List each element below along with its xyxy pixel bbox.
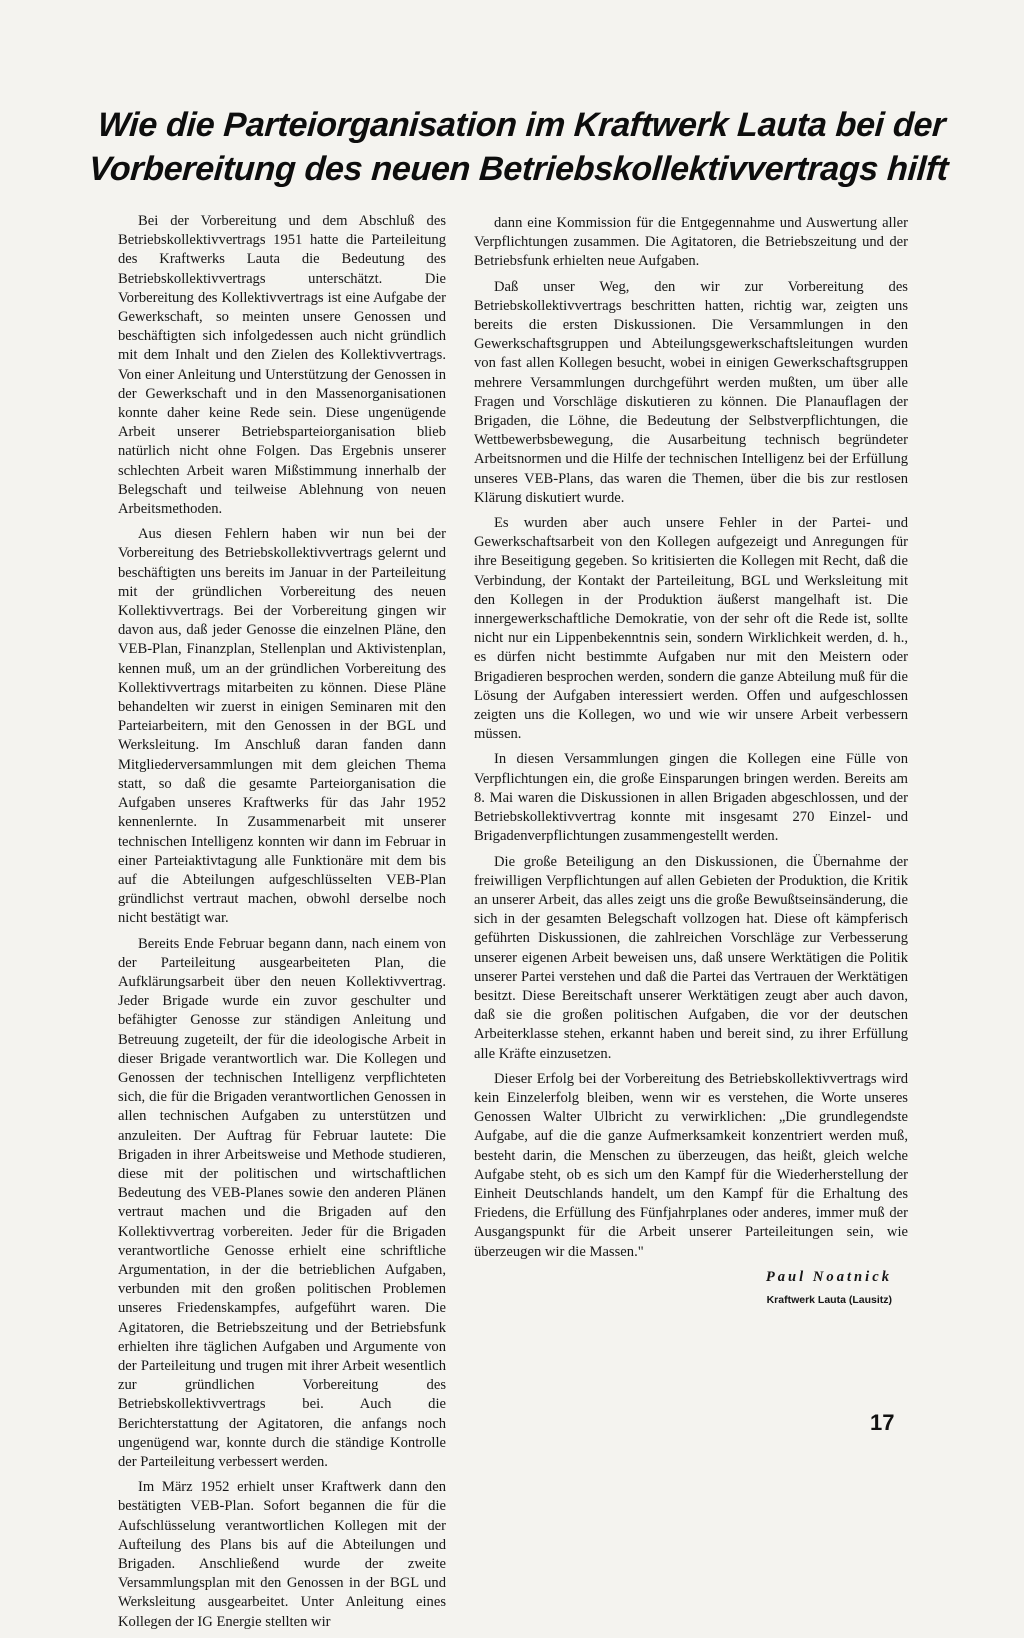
left-column: [118, 212, 446, 1638]
paragraph: In diesen Versammlungen gingen die Kollegen eine Fülle von Verpflichtungen ein, die große Einsparungen bringen werden. Bereits am 8. Mai waren die Diskussionen in allen Brigaden abgeschlossen, und der Betriebskollektivvertrag konnte mit insgesamt 270 Einzel- und Brigadenverpflichtungen zusammengestellt werden.: [474, 751, 908, 845]
author-signature: [474, 1268, 908, 1310]
paragraph: Aus diesen Fehlern haben wir nun bei der Vorbereitung des Betriebskollektivvertrags gelernt und beschäftigten uns bereits im Januar in der Parteileitung mit der gründlichen Vorbereitung des neuen Kollektivvertrags. Bei der Vorbereitung gingen wir davon aus, daß jeder Genosse die einzelnen Pläne, den VEB-Plan, Finanzplan, Stellenplan und Aktivistenplan, kennen muß, um an der gründlichen Vorbereitung des Kollektivvertrags mitarbeiten zu können. Diese Pläne behandelten wir zuerst in einigen Seminaren mit den Parteiarbeitern, mit den Genossen in der BGL und Werksleitung. Im Anschluß daran fanden dann Mitgliederversammlungen mit dem gleichen Thema statt, so daß die gesamte Parteiorganisation die Aufgaben unseres Kraftwerks für das Jahr 1952 kennenlernte. In Zusammenarbeit mit unserer technischen Intelligenz konnten wir dann im Februar in einer Parteiaktivtagung alle Funktionäre mit dem bis auf die Abteilungen aufgeschlüsselten VEB-Plan gründlichst vertraut machen, obwohl derselbe noch nicht bestätigt war.: [118, 526, 446, 927]
author-name: Paul Noatnick: [765, 1268, 892, 1285]
paragraph: Daß unser Weg, den wir zur Vorbereitung des Betriebskollektivvertrags beschritten hatten, richtig war, zeigten uns bereits die ersten Diskussionen. Die Versammlungen in den Gewerkschaftsgruppen und Abteilungsgewerkschaftsleitungen wurden von fast allen Kollegen besucht, wobei in einigen Gewerkschaftsgruppen mehrere Versammlungen durchgeführt werden mußten, um über alle Fragen und Vorschläge diskutieren zu können. Die Planauflagen der Brigaden, die Löhne, die Bedeutung der Selbstverpflichtungen, die Wettbewerbsbewegung, die Ausarbeitung technisch begründeter Arbeitsnormen und die Hilfe der technischen Intelligenz bei der Erfüllung unseres VEB-Plans, das waren die Themen, über die bis zur restlosen Klärung diskutiert wurde.: [474, 278, 908, 506]
right-column: [474, 214, 908, 1310]
author-affiliation: Kraftwerk Lauta (Lausitz): [766, 1293, 892, 1306]
headline-line-1: Wie die Parteiorganisation im Kraftwerk Lauta bei der: [96, 106, 947, 144]
paragraph: Dieser Erfolg bei der Vorbereitung des Betriebskollektivvertrags wird kein Einzelerfolg bleiben, wenn wir es verstehen, die Worte unseres Genossen Walter Ulbricht zu verwirklichen: „Die grundlegendste Aufgabe, auf die die ganze Aufmerksamkeit konzentriert werden muß, besteht darin, die Menschen zu überzeugen, das heißt, gleich welche Aufgabe steht, ob es sich um den Kampf für die Wiederherstellung der Einheit Deutschlands handelt, um den Kampf für die Erhaltung des Friedens, die Erfüllung des Fünfjahrplanes oder anderes, immer muß der Ausgangspunkt für die Arbeit unserer Parteileitungen sein, wie überzeugen wir die Massen.": [474, 1070, 908, 1260]
paragraph: Im März 1952 erhielt unser Kraftwerk dann den bestätigten VEB-Plan. Sofort begannen die für die Aufschlüsselung verantwortlichen Kollegen mit der Aufteilung des Plans bis auf die Abteilungen und Brigaden. Anschließend wurde der zweite Versammlungsplan mit den Genossen in der BGL und Werksleitung ausgearbeitet. Unter Anleitung eines Kollegen der IG Energie stellten wir: [118, 1479, 446, 1630]
page-number: 17: [870, 1410, 895, 1435]
paragraph: Es wurden aber auch unsere Fehler in der Partei- und Gewerkschaftsarbeit von den Kollegen aufgezeigt und Anregungen für ihre Beseitigung gegeben. So kritisierten die Kollegen mit Recht, daß die Verbindung, der Kontakt der Parteileitung, BGL und Werksleitung mit den Kollegen in der Produktion äußerst mangelhaft ist. Die innergewerkschaftliche Demokratie, von der sehr oft die Rede ist, sollte nicht nur ein Lippenbekenntnis sein, sondern Wirklichkeit werden, d. h., es dürfen nicht bestimmte Aufgaben nur mit den Meistern oder Brigadieren besprochen werden, sondern die ganze Abteilung muß für die Lösung der Aufgaben interessiert werden. Offen und aufgeschlossen zeigten uns die Kollegen, wo und wie wir unsere Arbeit verbessern müssen.: [474, 515, 908, 743]
article-headline: [57, 103, 983, 191]
paragraph: Die große Beteiligung an den Diskussionen, die Übernahme der freiwilligen Verpflichtungen auf allen Gebieten der Produktion, die Kritik an unserer Arbeit, das alles zeigt uns die große Bewußtseinsänderung, die sich in der gesamten Belegschaft vollzogen hat. Diese oft kämpferisch geführten Diskussionen, die zahlreichen Vorschläge zur Verbesserung unserer eigenen Arbeit beweisen uns, daß unsere Werktätigen die Politik unserer Partei verstehen und daß die Partei das Vertrauen der Werktätigen besitzt. Diese Bereitschaft unserer Werktätigen zeugt aber auch davon, daß sie die großen politischen Aufgaben, die vor der deutschen Arbeiterklasse stehen, erkannt haben und bereit sind, zu ihrer Erfüllung alle Kräfte einzusetzen.: [474, 853, 908, 1062]
paragraph: Bereits Ende Februar begann dann, nach einem von der Parteileitung ausgearbeiteten Plan, die Aufklärungsarbeit über den neuen Kollektivvertrag. Jeder Brigade wurde ein zuvor geschulter und befähigter Genosse zur ständigen Anleitung und Betreuung zugeteilt, der für die ideologische Arbeit in dieser Brigade verantwortlich war. Die Kollegen und Genossen der technischen Intelligenz verpflichteten sich, die für die Brigaden verantwortlichen Genossen in allen technischen Aufgaben zu unterstützen und anzuleiten. Der Auftrag für Februar lautete: Die Brigaden in ihrer Arbeitsweise und Methode studieren, diese mit der politischen und wirtschaftlichen Bedeutung des VEB-Planes sowie den anderen Plänen vertraut machen und die Brigaden auf den Kollektivvertrag vorbereiten. Jeder für die Brigaden verantwortliche Genosse erhielt eine schriftliche Argumentation, in der die betrieblichen Aufgaben, verbunden mit den großen politischen Problemen unseres Friedenskampfes, aufgeführt waren. Die Agitatoren, die Betriebszeitung und der Betriebsfunk erhielten ihre täglichen Aufgaben und Argumente von der Parteileitung und trugen mit ihrer Arbeit wesentlich zur gründlichen Vorbereitung des Betriebskollektivvertrags bei. Auch die Berichterstattung der Agitatoren, die anfangs noch ungenügend war, konnte durch die ständige Kontrolle der Parteileitung verbessert werden.: [118, 935, 446, 1470]
headline-line-2: Vorbereitung des neuen Betriebskollektivvertrags hilft: [87, 150, 950, 188]
paragraph: dann eine Kommission für die Entgegennahme und Auswertung aller Verpflichtungen zusammen. Die Agitatoren, die Betriebszeitung und der Betriebsfunk erhielten neue Aufgaben.: [474, 215, 908, 270]
paragraph: Bei der Vorbereitung und dem Abschluß des Betriebskollektivvertrags 1951 hatte die Parteileitung des Kraftwerks Lauta die Bedeutung des Betriebskollektivvertrags unterschätzt. Die Vorbereitung des Kollektivvertrags ist eine Aufgabe der Gewerkschaft, so meinten unsere Genossen und beschäftigten sich infolgedessen auch nicht gründlich mit dem Inhalt und den Zielen des Kollektivvertrags. Von einer Anleitung und Unterstützung der Genossen in der Gewerkschaft und in den Massenorganisationen konnte daher keine Rede sein. Diese ungenügende Arbeit unserer Betriebsparteiorganisation blieb natürlich nicht ohne Folgen. Das Ergebnis unserer schlechten Arbeit waren Mißstimmung innerhalb der Belegschaft und teilweise Ablehnung von neuen Arbeitsmethoden.: [118, 213, 446, 518]
